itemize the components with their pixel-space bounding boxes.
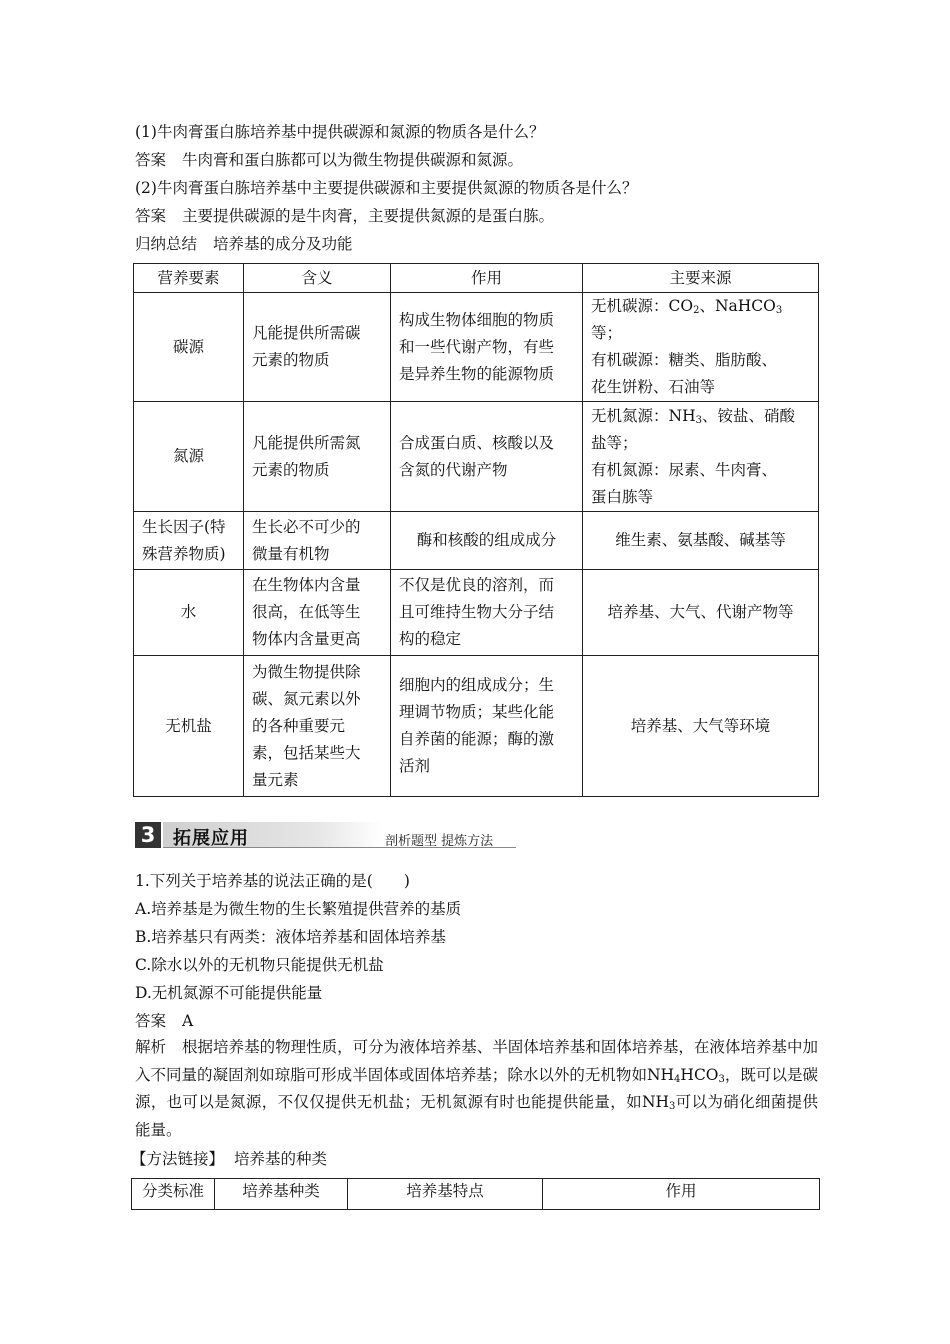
table-header-row: [132, 1179, 820, 1210]
exercise-option-a: A.培养基是为微生物的生长繁殖提供营养的基质: [135, 900, 462, 918]
answer-text: A: [182, 1012, 194, 1030]
row-function: 构成生物体细胞的物质 和一些代谢产物，有些 是异养生物的能源物质: [391, 293, 583, 402]
medium-types-table: [131, 1178, 820, 1210]
row-meaning: 为微生物提供除 碳、氮元素以外 的各种重要元 素，包括某些大 量元素: [244, 656, 391, 797]
question-1: (1)牛肉膏蛋白胨培养基中提供碳源和氮源的物质各是什么？: [135, 123, 545, 141]
col-header: 培养基种类: [215, 1179, 348, 1210]
row-source: 无机碳源：$CO_2$、NaHCO$_3$等； 有机碳源：糖类、脂肪酸、 花生饼粉、石油等: [583, 293, 819, 402]
section-title: 拓展应用: [173, 828, 249, 849]
row-name: 碳源: [134, 293, 244, 402]
row-function: 酶和核酸的组成成分: [391, 512, 583, 570]
col-header: 主要来源: [583, 264, 819, 293]
row-meaning: 在生物体内含量 很高，在低等生 物体内含量更高: [244, 570, 391, 656]
row-function: 细胞内的组成成分；生 理调节物质；某些化能 自养菌的能源；酶的激 活剂: [391, 656, 583, 797]
answer-label: 答案: [135, 151, 167, 169]
table-row: [134, 656, 819, 797]
row-name: 生长因子(特 殊营养物质): [134, 512, 244, 570]
summary-label: 归纳总结: [135, 235, 198, 253]
row-function: 不仅是优良的溶剂，而 且可维持生物大分子结 构的稳定: [391, 570, 583, 656]
summary-title: 培养基的成分及功能: [213, 235, 353, 253]
row-source: 培养基、大气等环境: [583, 656, 819, 797]
summary-heading: [135, 233, 353, 255]
table-row: [134, 293, 819, 402]
row-meaning: 生长必不可少的 微量有机物: [244, 512, 391, 570]
col-header: 作用: [391, 264, 583, 293]
row-source: 维生素、氨基酸、碱基等: [583, 512, 819, 570]
row-name: 无机盐: [134, 656, 244, 797]
method-link-label: 【方法链接】: [131, 1150, 225, 1168]
exercise-option-d: D.无机氮源不可能提供能量: [135, 984, 323, 1002]
row-meaning: 凡能提供所需碳 元素的物质: [244, 293, 391, 402]
table-row: [134, 402, 819, 512]
row-meaning: 凡能提供所需氮 元素的物质: [244, 402, 391, 512]
row-name: 氮源: [134, 402, 244, 512]
col-header: 含义: [244, 264, 391, 293]
table-row: [134, 512, 819, 570]
nutrient-table: [133, 263, 819, 797]
method-link-heading: [131, 1148, 327, 1170]
answer-2: [135, 205, 554, 227]
section-rule: [163, 847, 516, 848]
col-header: 培养基特点: [348, 1179, 543, 1210]
col-header: 分类标准: [132, 1179, 215, 1210]
exercise-stem: 1.下列关于培养基的说法正确的是( ): [135, 872, 410, 890]
exercise-analysis: 解析 根据培养基的物理性质，可分为液体培养基、半固体培养基和固体培养基，在液体培养基中加入不同量的凝固剂如琼脂可形成半固体或固体培养基；除水以外的无机物如$NH_4HCO_3$，既可以是碳源，也可以是氮源，不仅仅提供无机盐；无机氮源有时也能提供能量，如$NH_3$可以为硝化细菌提供能量。: [135, 1034, 818, 1145]
answer-text: 主要提供碳源的是牛肉膏，主要提供氮源的是蛋白胨。: [182, 207, 555, 225]
col-header: 营养要素: [134, 264, 244, 293]
question-2: (2)牛肉膏蛋白胨培养基中主要提供碳源和主要提供氮源的物质各是什么？: [135, 179, 638, 197]
table-header-row: [134, 264, 819, 293]
col-header: 作用: [543, 1179, 820, 1210]
row-source: 无机氮源：$NH_3$、铵盐、硝酸 盐等； 有机氮源：尿素、牛肉膏、 蛋白胨等: [583, 402, 819, 512]
exercise-answer: [135, 1010, 193, 1032]
answer-label: 答案: [135, 207, 167, 225]
method-link-title: 培养基的种类: [234, 1150, 328, 1168]
analysis-label: 解析: [135, 1038, 167, 1056]
row-name: 水: [134, 570, 244, 656]
section-subtitle: 剖析题型 提炼方法: [385, 834, 494, 849]
section-header: [133, 818, 516, 850]
exercise-option-b: B.培养基只有两类：液体培养基和固体培养基: [135, 928, 446, 946]
answer-text: 牛肉膏和蛋白胨都可以为微生物提供碳源和氮源。: [182, 151, 524, 169]
answer-1: [135, 149, 523, 171]
row-source: 培养基、大气、代谢产物等: [583, 570, 819, 656]
table-row: [134, 570, 819, 656]
section-number: 3: [135, 822, 161, 848]
answer-label: 答案: [135, 1012, 167, 1030]
exercise-option-c: C.除水以外的无机物只能提供无机盐: [135, 956, 384, 974]
row-function: 合成蛋白质、核酸以及 含氮的代谢产物: [391, 402, 583, 512]
